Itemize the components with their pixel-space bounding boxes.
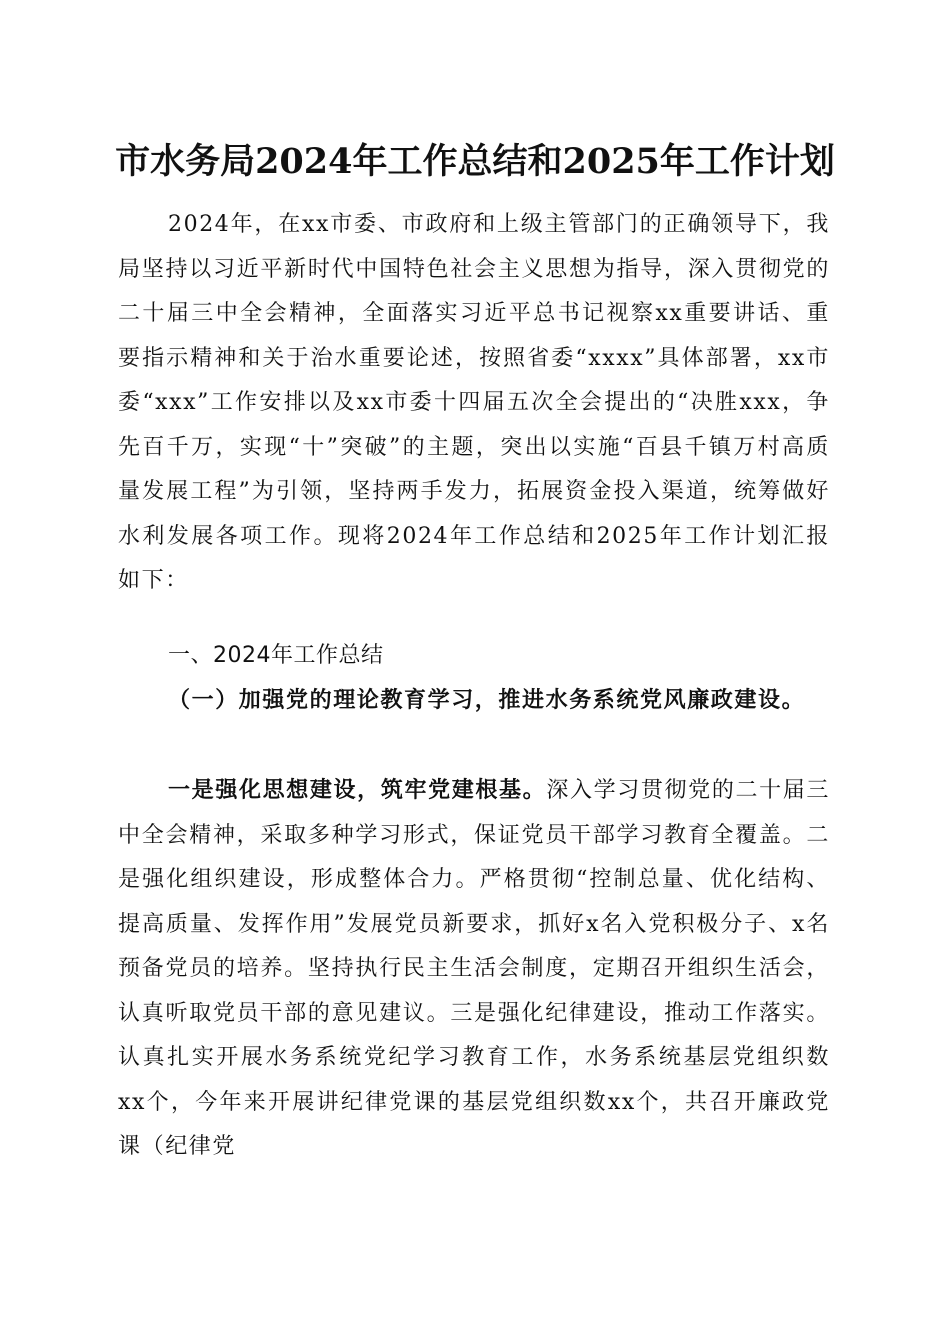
- document-title: 市水务局2024年工作总结和2025年工作计划: [115, 141, 835, 182]
- paragraph-lead-sentence: 一是强化思想建设，筑牢党建根基。: [168, 777, 547, 803]
- subsection-heading-text: （一）加强党的理论教育学习，推进水务系统党风廉政建设。: [168, 687, 806, 713]
- paragraph-body-text: 深入学习贯彻党的二十届三中全会精神，采取多种学习形式，保证党员干部学习教育全覆盖。二是强化组织建设，形成整体合力。严格贯彻“控制总量、优化结构、提高质量、发挥作用”发展党员新要求，抓好x名入党积极分子、x名预备党员的培养。坚持执行民主生活会制度，定期召开组织生活会，认真听取党员干部的意见建议。三是强化纪律建设，推动工作落实。认真扎实开展水务系统党纪学习教育工作，水务系统基层党组织数xx个，今年来开展讲纪律党课的基层党组织数xx个，共召开廉政党课（纪律党: [118, 778, 830, 1159]
- section-heading: 一、2024年工作总结: [168, 643, 384, 668]
- subsection-heading: [118, 678, 830, 723]
- body-paragraph: [118, 768, 830, 1170]
- intro-paragraph-text: 2024年，在xx市委、市政府和上级主管部门的正确领导下，我局坚持以习近平新时代中国特色社会主义思想为指导，深入贯彻党的二十届三中全会精神，全面落实习近平总书记视察xx重要讲话、重要指示精神和关于治水重要论述，按照省委“xxxx”具体部署，xx市委“xxx”工作安排以及xx市委十四届五次全会提出的“决胜xxx，争先百千万，实现“十”突破”的主题，突出以实施“百县千镇万村高质量发展工程”为引领，坚持两手发力，拓展资金投入渠道，统筹做好水利发展各项工作。现将2024年工作总结和2025年工作计划汇报如下：: [118, 212, 830, 593]
- intro-paragraph: [118, 203, 830, 604]
